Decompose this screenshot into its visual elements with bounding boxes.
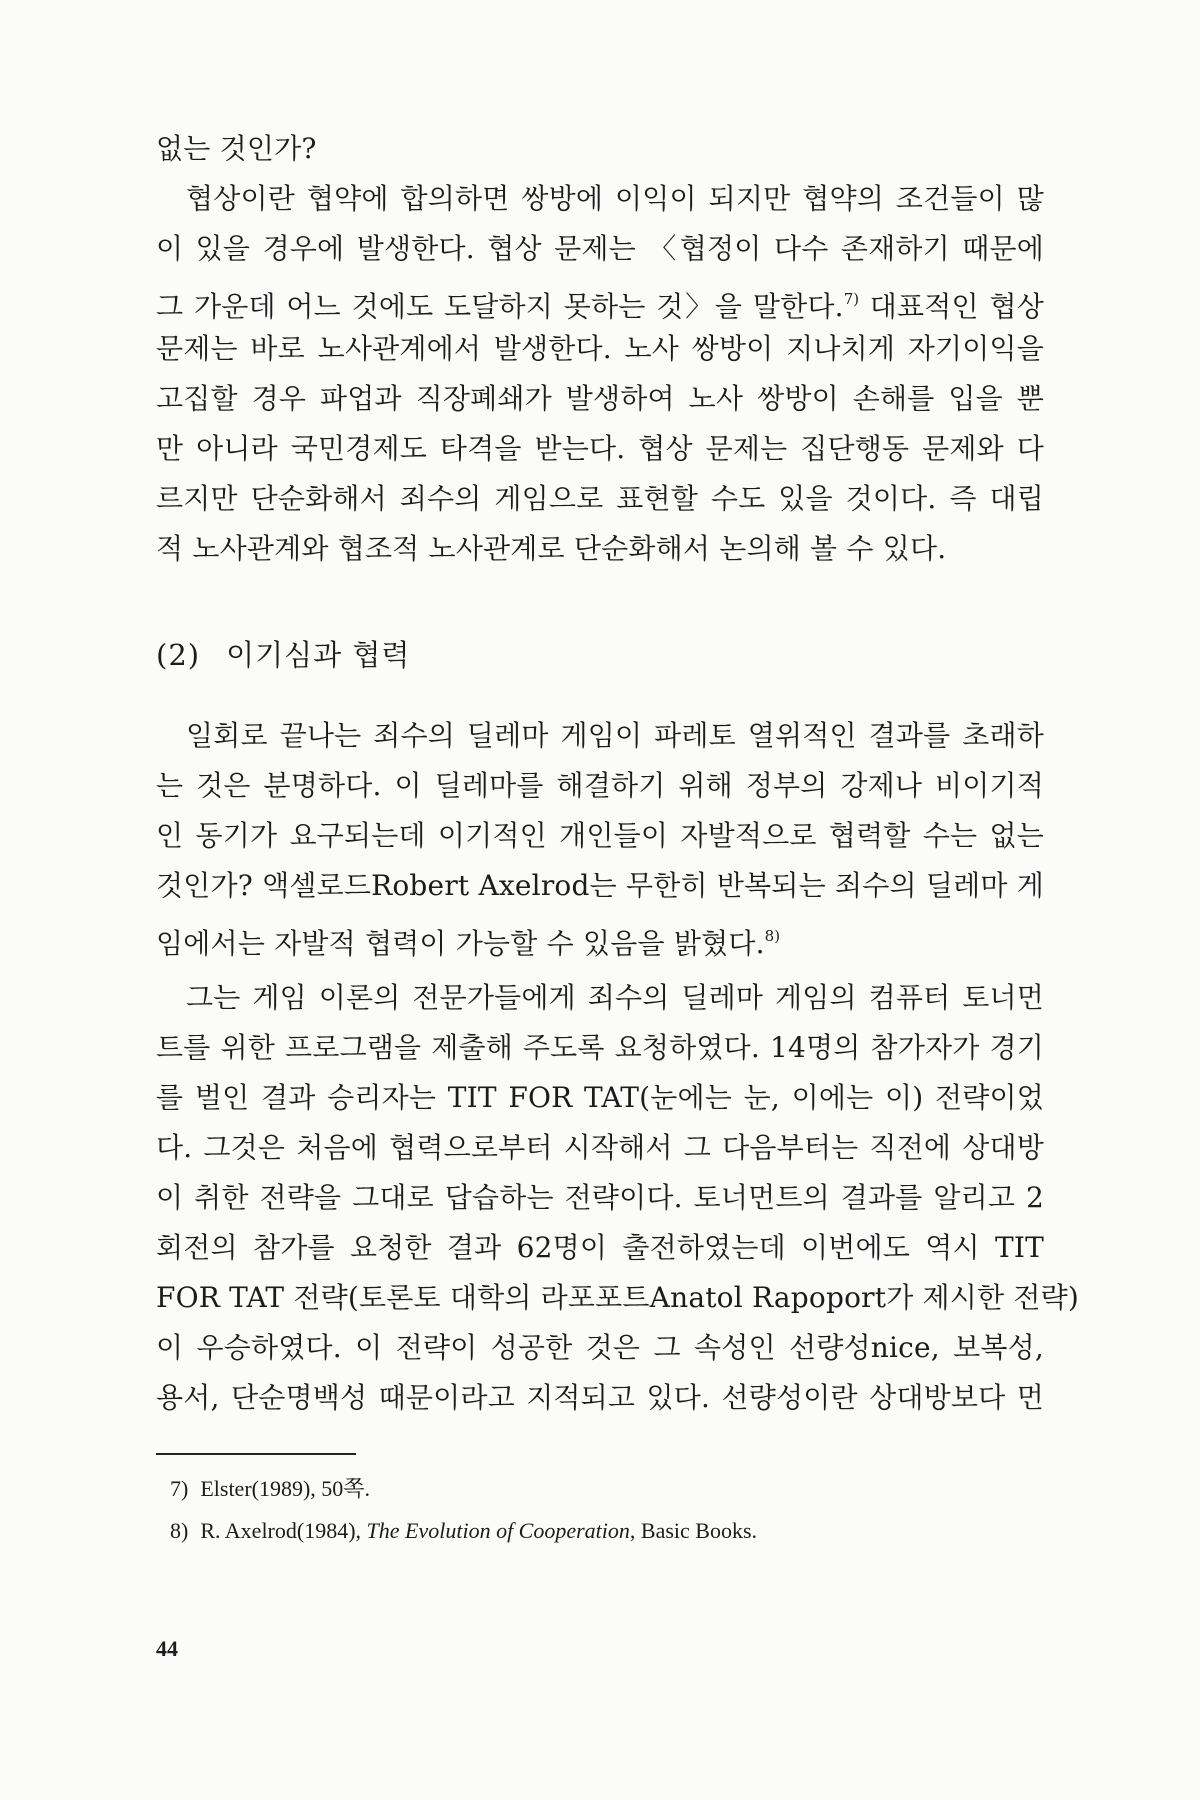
text-line: 일회로 끝나는 죄수의 딜레마 게임이 파레토 열위적인 결과를 초래하 bbox=[186, 719, 1044, 752]
text-segment: 그 가운데 어느 것에도 도달하지 못하는 것〉을 말한다. bbox=[156, 290, 844, 323]
footnote-number: 7) bbox=[170, 1476, 189, 1501]
text-line: 것인가? 액셀로드Robert Axelrod는 무한히 반복되는 죄수의 딜레마 게 bbox=[156, 869, 1044, 902]
text-line: 적 노사관계와 협조적 노사관계로 단순화해서 논의해 볼 수 있다. bbox=[156, 532, 947, 565]
text-line bbox=[156, 916, 1044, 964]
text-line: 회전의 참가를 요청한 결과 62명이 출전하였는데 이번에도 역시 TIT bbox=[156, 1231, 1044, 1264]
text-line: 협상이란 협약에 합의하면 쌍방에 이익이 되지만 협약의 조건들이 많 bbox=[186, 182, 1044, 215]
section-number: (2) bbox=[156, 638, 201, 672]
footnote-divider bbox=[156, 1453, 356, 1455]
text-segment: 임에서는 자발적 협력이 가능할 수 있음을 밝혔다. bbox=[156, 927, 765, 960]
footnote-text: R. Axelrod(1984), bbox=[200, 1518, 367, 1543]
text-line: 용서, 단순명백성 때문이라고 지적되고 있다. 선량성이란 상대방보다 먼 bbox=[156, 1381, 1044, 1414]
text-line: 는 것은 분명하다. 이 딜레마를 해결하기 위해 정부의 강제나 비이기적 bbox=[156, 769, 1044, 802]
footnote-text: , Basic Books. bbox=[629, 1518, 758, 1543]
text-line: 고집할 경우 파업과 직장폐쇄가 발생하여 노사 쌍방이 손해를 입을 뿐 bbox=[156, 382, 1044, 415]
text-line: 트를 위한 프로그램을 제출해 주도록 요청하였다. 14명의 참가자가 경기 bbox=[156, 1031, 1044, 1064]
text-line: 문제는 바로 노사관계에서 발생한다. 노사 쌍방이 지나치게 자기이익을 bbox=[156, 332, 1044, 365]
footnote-text: Elster(1989), 50쪽. bbox=[200, 1476, 371, 1501]
book-title: The Evolution of Cooperation bbox=[366, 1518, 630, 1543]
footnote-ref: 7) bbox=[843, 290, 860, 308]
footnote-8 bbox=[170, 1516, 757, 1546]
text-line: 만 아니라 국민경제도 타격을 받는다. 협상 문제는 집단행동 문제와 다 bbox=[156, 432, 1044, 465]
text-line: FOR TAT 전략(토론토 대학의 라포포트Anatol Rapoport가 제시한 전략) bbox=[156, 1281, 1080, 1314]
page-number: 44 bbox=[156, 1636, 178, 1661]
text-line: 인 동기가 요구되는데 이기적인 개인들이 자발적으로 협력할 수는 없는 bbox=[156, 819, 1044, 852]
footnote-number: 8) bbox=[170, 1518, 189, 1543]
section-title: 이기심과 협력 bbox=[226, 638, 411, 672]
text-line bbox=[156, 279, 1044, 327]
footnote-7 bbox=[170, 1474, 370, 1504]
footnote-ref: 8) bbox=[764, 927, 781, 945]
text-line: 이 있을 경우에 발생한다. 협상 문제는 〈협정이 다수 존재하기 때문에 bbox=[156, 232, 1044, 265]
text-line: 를 벌인 결과 승리자는 TIT FOR TAT(눈에는 눈, 이에는 이) 전략이었 bbox=[156, 1081, 1044, 1114]
text-line: 없는 것인가? bbox=[156, 132, 317, 165]
section-heading bbox=[156, 635, 410, 675]
text-line: 다. 그것은 처음에 협력으로부터 시작해서 그 다음부터는 직전에 상대방 bbox=[156, 1131, 1044, 1164]
text-segment: 대표적인 협상 bbox=[859, 290, 1044, 323]
text-line: 르지만 단순화해서 죄수의 게임으로 표현할 수도 있을 것이다. 즉 대립 bbox=[156, 482, 1044, 515]
text-line: 이 우승하였다. 이 전략이 성공한 것은 그 속성인 선량성nice, 보복성, bbox=[156, 1331, 1044, 1364]
text-line: 그는 게임 이론의 전문가들에게 죄수의 딜레마 게임의 컴퓨터 토너먼 bbox=[186, 981, 1044, 1014]
text-line: 이 취한 전략을 그대로 답습하는 전략이다. 토너먼트의 결과를 알리고 2 bbox=[156, 1181, 1044, 1214]
